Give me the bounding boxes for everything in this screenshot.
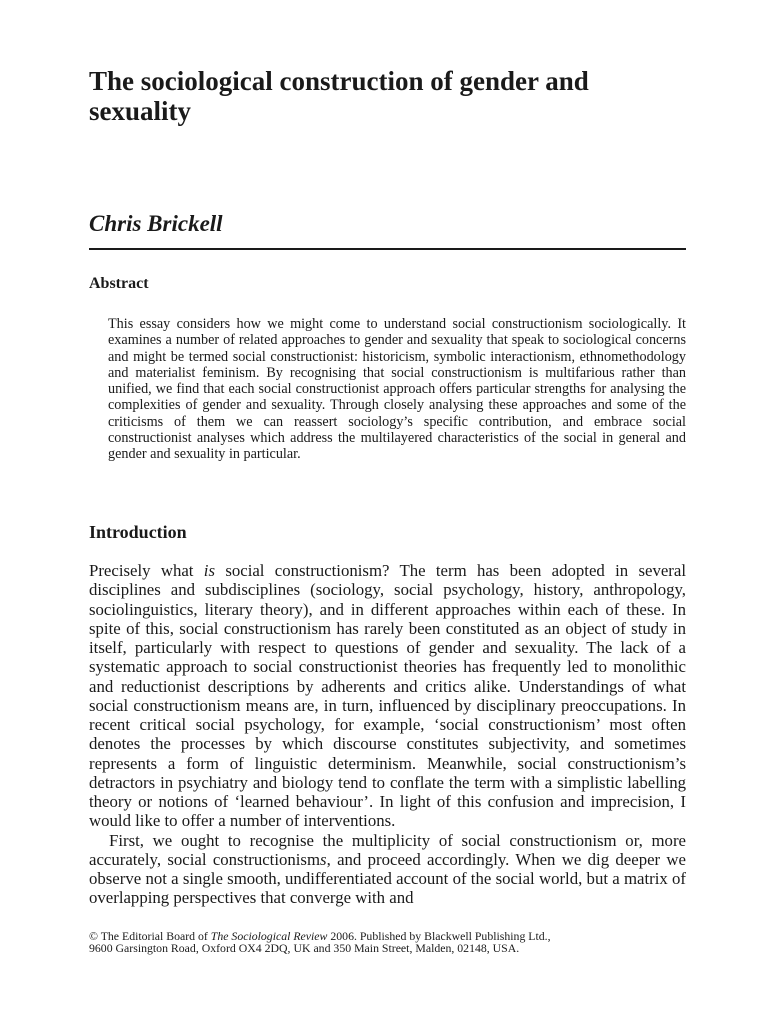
introduction-body xyxy=(89,561,686,908)
footer-line-2: 9600 Garsington Road, Oxford OX4 2DQ, UK and 350 Main Street, Malden, 02148, USA. xyxy=(89,941,520,955)
intro-p2-text-b: , and proceed accordingly. When we dig deeper we observe not a single smooth, undifferentiated account of the social world, but a matrix of overlapping perspectives that converge with and xyxy=(89,849,687,908)
article-title: The sociological construction of gender and sexuality xyxy=(89,66,589,126)
abstract-heading: Abstract xyxy=(89,275,149,292)
copyright-footer xyxy=(89,930,686,954)
introduction-heading: Introduction xyxy=(89,522,187,542)
intro-p2-emphasis: s xyxy=(320,849,327,869)
intro-p2-text-a: First, we ought to recognise the multiplicity of social constructionism or, more accurately, social constructionism xyxy=(89,830,686,869)
intro-paragraph-1 xyxy=(89,561,686,831)
intro-p1-emphasis: is xyxy=(203,561,215,580)
footer-line1-a: © The Editorial Board of xyxy=(89,929,211,943)
footer-line1-b: 2006. Published by Blackwell Publishing Ltd., xyxy=(327,929,551,943)
footer-journal-name: The Sociological Review xyxy=(210,929,328,943)
title-rule xyxy=(89,248,686,250)
author-name: Chris Brickell xyxy=(89,211,223,236)
intro-p1-text-b: social constructionism? The term has been adopted in several disciplines and subdisciplines (sociology, social psychology, history, anthropology, sociolinguistics, literary theory), and in different approaches within each of these. In spite of this, social constructionism has rarely been constituted as an object of study in itself, particularly with respect to questions of gender and sexuality. The lack of a systematic approach to social constructionist theories has frequently led to monolithic and reductionist descriptions by adherents and critics alike. Understandings of what social constructionism means are, in turn, influenced by disciplinary preoccupations. In recent critical social psychology, for example, ‘social constructionism’ most often denotes the processes by which discourse constitutes subjectivity, and sometimes represents a form of linguistic determinism. Meanwhile, social constructionism’s detractors in psychiatry and biology tend to conflate the term with a simplistic labelling theory or notions of ‘learned behaviour’. In light of this confusion and imprecision, I would like to offer a number of interventions. xyxy=(89,561,687,831)
abstract-text: This essay considers how we might come to understand social constructionism sociologically. It examines a number of related approaches to gender and sexuality that speak to sociological concerns and might be termed social constructionist: historicism, symbolic interactionism, ethnomethodology and materialist feminism. By recognising that social constructionism is multifarious rather than unified, we find that each social constructionist approach offers particular strengths for analysing the complexities of gender and sexuality. Through closely analysing these approaches and some of the criticisms of them we can reassert sociology’s specific contribution, and embrace social constructionist analyses which address the multilayered characteristics of the social in general and gender and sexuality in particular. xyxy=(108,316,686,463)
intro-p1-text-a: Precisely what xyxy=(89,561,204,580)
intro-paragraph-2 xyxy=(89,831,686,908)
